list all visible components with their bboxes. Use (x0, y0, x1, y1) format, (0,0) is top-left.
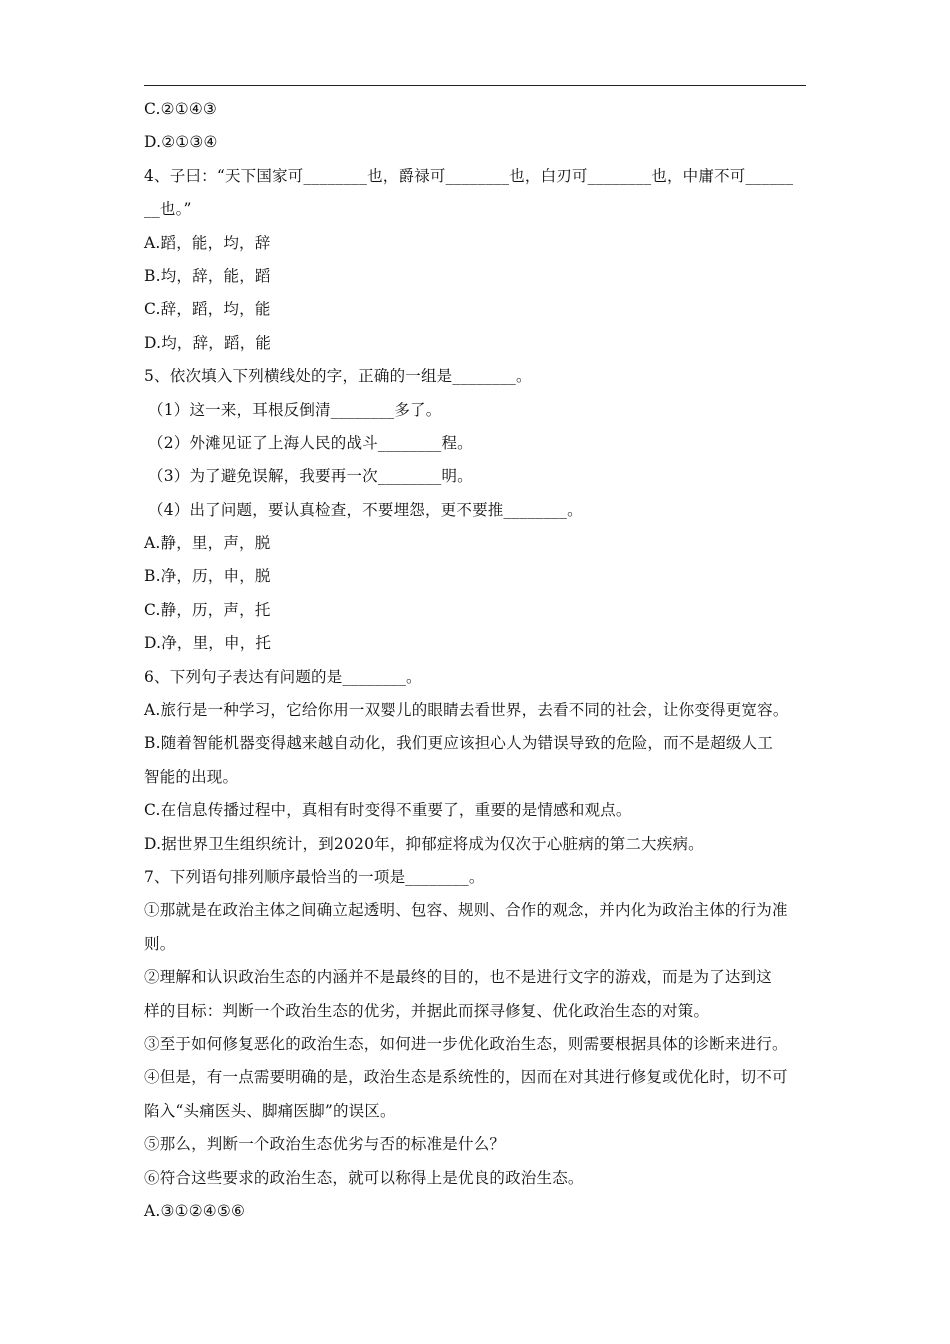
text-line: A.静，里，声，脱 (144, 534, 271, 553)
text-line: 6、下列句子表达有问题的是________。 (144, 667, 422, 686)
text-line: ③至于如何修复恶化的政治生态，如何进一步优化政治生态，则需要根据具体的诊断来进行。 (144, 1034, 788, 1053)
text-line: A.蹈，能，均，辞 (144, 233, 271, 252)
text-line: A.旅行是一种学习，它给你用一双婴儿的眼睛去看世界，去看不同的社会，让你变得更宽容。 (144, 701, 789, 720)
header-rule (144, 85, 806, 86)
text-line: 4、子曰：“天下国家可________也，爵禄可________也，白刃可________也，中庸不可______ (144, 166, 794, 185)
text-line: 7、下列语句排列顺序最恰当的一项是________。 (144, 867, 485, 886)
text-line: （4）出了问题，要认真检查，不要埋怨，更不要推________。 (148, 500, 583, 519)
text-line: B.净，历，申，脱 (144, 567, 271, 586)
text-line: A.③①②④⑤⑥ (144, 1201, 246, 1220)
text-line: 样的目标：判断一个政治生态的优劣，并据此而探寻修复、优化政治生态的对策。 (144, 1001, 710, 1020)
text-line: D.据世界卫生组织统计，到2020年，抑郁症将成为仅次于心脏病的第二大疾病。 (144, 834, 704, 853)
text-line: （2）外滩见证了上海人民的战斗________程。 (148, 433, 473, 452)
text-line: ④但是，有一点需要明确的是，政治生态是系统性的，因而在对其进行修复或优化时，切不可 (144, 1068, 788, 1087)
text-line: C.在信息传播过程中，真相有时变得不重要了，重要的是情感和观点。 (144, 801, 632, 820)
text-line: 智能的出现。 (144, 767, 239, 786)
text-line: B.随着智能机器变得越来越自动化，我们更应该担心人为错误导致的危险，而不是超级人工 (144, 734, 774, 753)
text-line: D.均，辞，蹈，能 (144, 333, 272, 352)
text-line: __也。” (144, 200, 192, 219)
document-body (144, 93, 809, 1228)
text-line: ⑤那么，判断一个政治生态优劣与否的标准是什么？ (144, 1135, 506, 1154)
text-line: 则。 (144, 934, 176, 953)
text-line: D.净，里，申，托 (144, 634, 272, 653)
text-line: 5、依次填入下列横线处的字，正确的一组是________。 (144, 367, 532, 386)
text-line: ①那就是在政治主体之间确立起透明、包容、规则、合作的观念，并内化为政治主体的行为准 (144, 901, 788, 920)
text-line: C.②①④③ (144, 100, 218, 118)
text-line: 陷入“头痛医头、脚痛医脚”的误区。 (144, 1101, 396, 1120)
text-line: C.静，历，声，托 (144, 600, 271, 619)
text-line: （1）这一来，耳根反倒清________多了。 (148, 400, 442, 419)
text-line: C.辞，蹈，均，能 (144, 300, 271, 319)
text-line: ②理解和认识政治生态的内涵并不是最终的目的，也不是进行文字的游戏，而是为了达到这 (144, 968, 773, 987)
text-line: D.②①③④ (144, 133, 218, 152)
text-line: ⑥符合这些要求的政治生态，就可以称得上是优良的政治生态。 (144, 1168, 584, 1187)
text-line: B.均，辞，能，蹈 (144, 266, 271, 285)
text-line: （3）为了避免误解，我要再一次________明。 (148, 467, 473, 486)
